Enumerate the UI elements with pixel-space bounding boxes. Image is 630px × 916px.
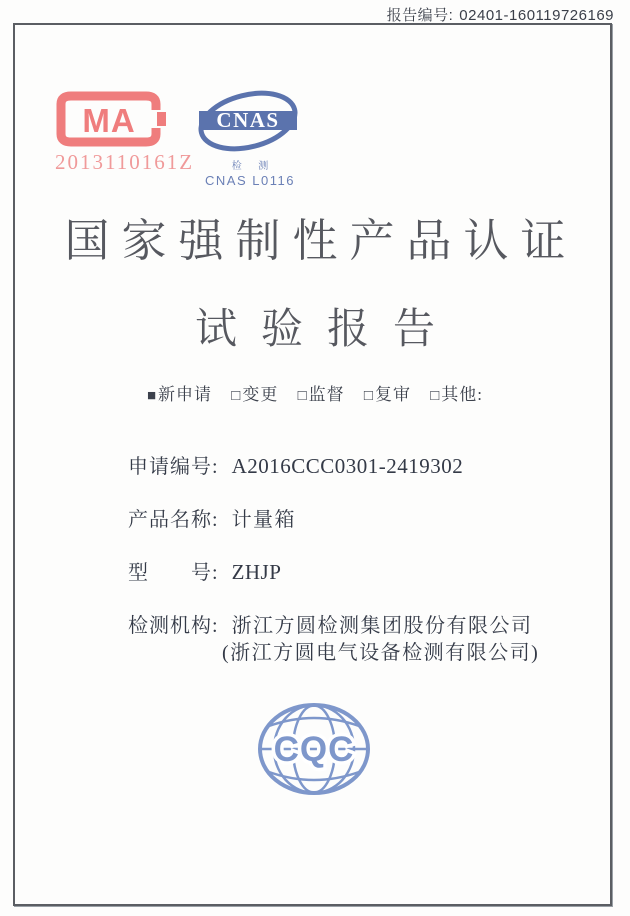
cnas-logo-letters: CNAS: [216, 108, 280, 132]
field-value: ZHJP: [231, 560, 282, 584]
option-label: 其他:: [441, 385, 484, 404]
field-value: A2016CCC0301-2419302: [231, 454, 464, 478]
cma-logo-block: [55, 90, 195, 175]
checkbox-filled-icon: ■: [146, 388, 158, 404]
cnas-logo-icon: [194, 86, 302, 156]
field-label: 型 号:: [128, 562, 219, 584]
report-number: [387, 4, 614, 25]
option-label: 变更: [242, 385, 279, 404]
field-testing-lab: [128, 609, 533, 638]
field-value: 浙江方圆检测集团股份有限公司: [231, 615, 533, 637]
field-value: 计量箱: [231, 509, 297, 531]
cma-certificate-code: 2013110161Z: [55, 150, 195, 174]
application-type-row: [0, 380, 630, 405]
report-number-label: 报告编号:: [386, 7, 454, 24]
option-label: 复审: [374, 385, 411, 404]
option-label: 新申请: [158, 385, 213, 404]
cqc-logo-letters: CQC: [273, 730, 355, 769]
option-label: 监督: [308, 385, 345, 404]
option-other: [430, 385, 483, 404]
field-model: [128, 556, 281, 585]
report-number-value: 02401-160119726169: [459, 7, 614, 24]
page-title: 国家强制性产品认证: [64, 216, 578, 266]
field-label: 申请编号:: [128, 456, 219, 478]
field-label: 检测机构:: [128, 615, 219, 637]
cqc-logo-icon: [257, 701, 371, 797]
field-testing-lab-line2: [222, 636, 539, 665]
field-product-name: [128, 503, 296, 532]
option-change: [231, 385, 278, 404]
cnas-caption: 检 测: [231, 161, 276, 172]
field-label: 产品名称:: [128, 509, 219, 531]
cma-logo-letters: MA: [82, 102, 136, 139]
cqc-logo-block: [257, 701, 371, 797]
checkbox-empty-icon: □: [231, 388, 242, 404]
page-subtitle: 试验报告: [194, 307, 459, 353]
option-new-application: [147, 385, 212, 404]
field-value-secondary: (浙江方圆电气设备检测有限公司): [222, 642, 540, 664]
checkbox-empty-icon: □: [297, 388, 308, 404]
cma-logo-icon: [55, 90, 171, 148]
option-supervision: [298, 385, 345, 404]
cnas-accreditation-number: CNAS L0116: [205, 173, 295, 188]
option-review: [364, 385, 411, 404]
checkbox-empty-icon: □: [363, 388, 374, 404]
field-application-number: [128, 450, 463, 479]
checkbox-empty-icon: □: [430, 388, 441, 404]
cnas-logo-block: [194, 86, 306, 188]
